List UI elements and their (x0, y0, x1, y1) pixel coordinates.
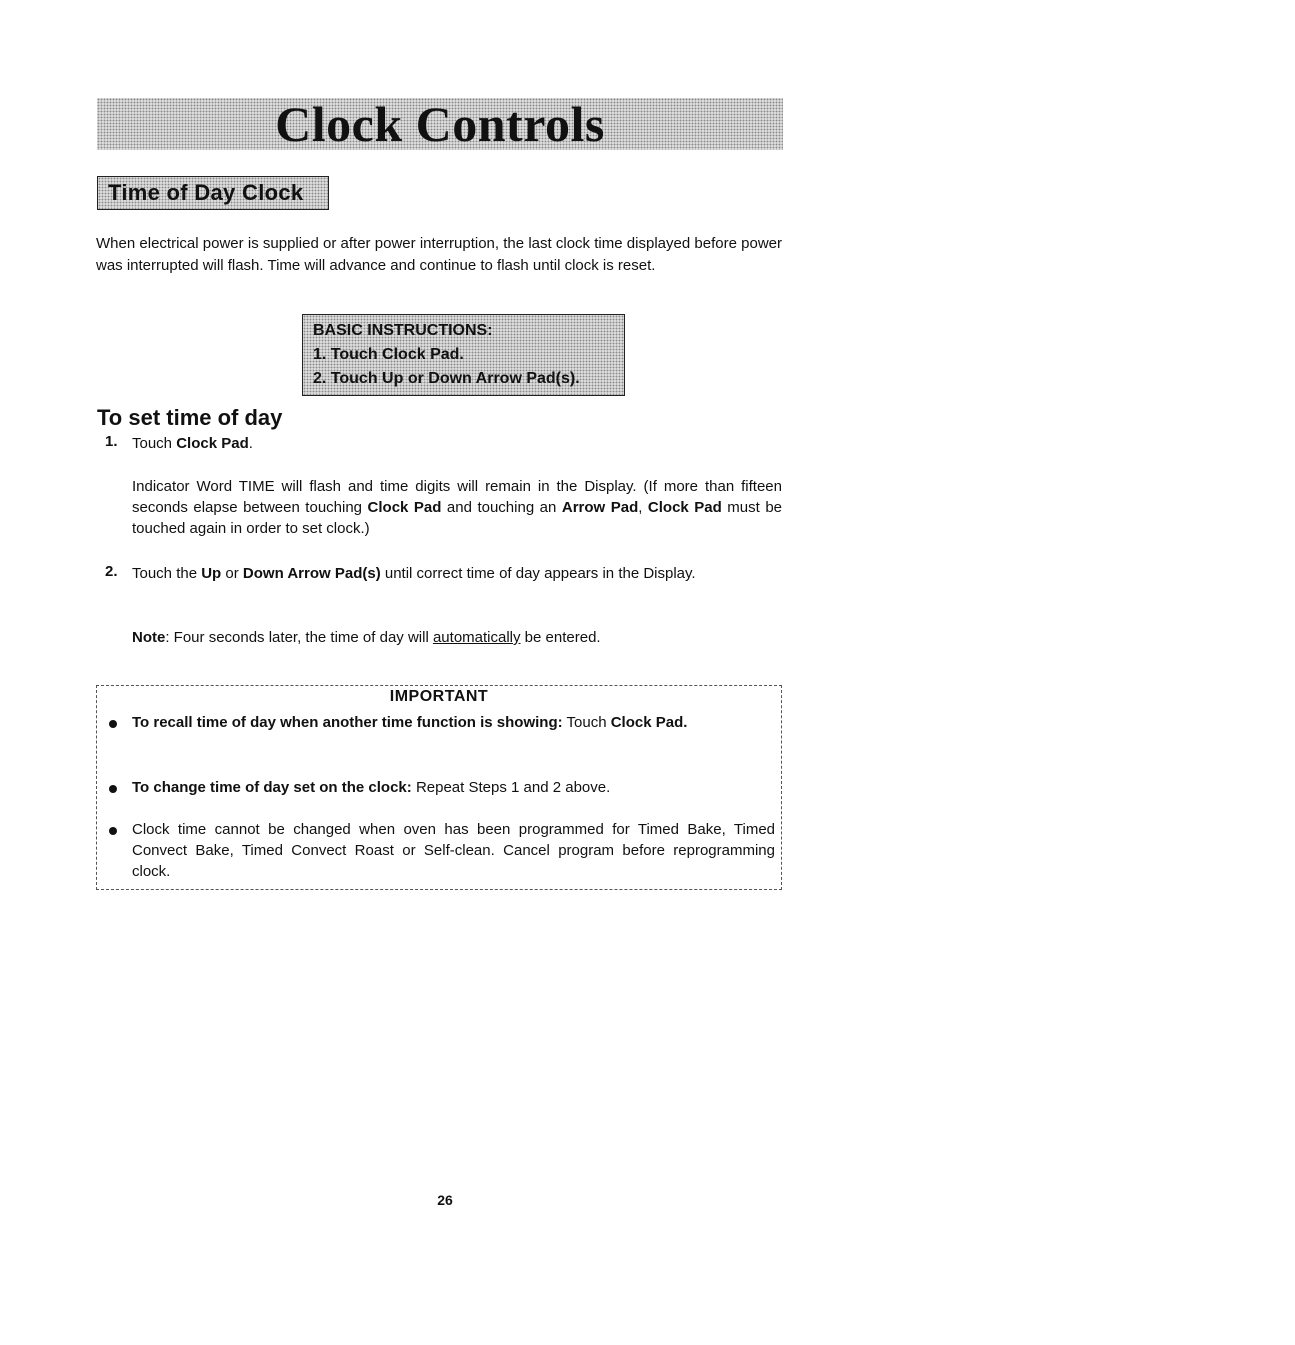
important-bullet-3: Clock time cannot be changed when oven has been programmed for Timed Bake, Timed Convect Bake, Timed Convect Roast or Self-clean. Cancel program before reprogramming clock. (132, 821, 775, 880)
step-1-number: 1. (105, 433, 118, 450)
page-title: Clock Controls (275, 96, 605, 152)
important-box (96, 685, 782, 890)
important-bullet-1-bold: To recall time of day when another time function is showing: (132, 714, 563, 731)
intro-paragraph: When electrical power is supplied or after power interruption, the last clock time displayed before power was interrupted will flash. Time will advance and continue to flash until clock is reset. (96, 235, 782, 274)
step-1-detail-b1: Clock Pad (367, 499, 442, 516)
step-1-pre: Touch (132, 435, 177, 452)
section-title: Time of Day Clock (108, 180, 304, 205)
step-2-t3: until correct time of day appears in the Display. (380, 565, 696, 582)
step-1-detail-t2: and touching an (441, 499, 562, 516)
note-label: Note (132, 629, 166, 646)
bullet-icon (109, 720, 117, 728)
basic-instruction-2 (313, 367, 614, 391)
basic-instruction-2-down: Down Arrow Pad(s). (428, 370, 580, 387)
important-bullet-2 (132, 777, 775, 798)
basic-instruction-2-up: Up (382, 370, 404, 387)
important-bullet-2-bold: To change time of day set on the clock: (132, 779, 412, 796)
step-1-detail-t4: must be touched again in order to set clock.) (132, 499, 783, 537)
basic-instructions-heading: BASIC INSTRUCTIONS: (313, 322, 493, 339)
note-t1: : Four seconds later, the time of day will (165, 629, 433, 646)
basic-instruction-2-mid: or (403, 370, 429, 387)
basic-instructions-box (302, 314, 625, 396)
step-1-detail-t1: Indicator Word TIME will flash and time digits will remain in the Display. (If more than fifteen seconds elapse between touching (132, 478, 782, 516)
important-bullet-1-text: Touch (562, 714, 611, 731)
note (132, 627, 782, 648)
step-2-text (132, 563, 782, 584)
important-bullet-1 (132, 712, 775, 733)
step-1-detail-b2: Arrow Pad (561, 499, 639, 516)
step-2-b2: Down Arrow Pad(s) (242, 565, 381, 582)
step-2-number: 2. (105, 563, 118, 580)
basic-instruction-1-bold: Clock Pad. (382, 346, 464, 363)
page-number: 26 (437, 1192, 453, 1208)
step-1-bold: Clock Pad (176, 435, 249, 452)
note-underline: automatically (432, 629, 521, 646)
important-title: IMPORTANT (389, 688, 489, 705)
title-banner (97, 98, 783, 150)
important-bullet-1-bold2: Clock Pad (610, 714, 684, 731)
step-1-post: . (248, 435, 253, 452)
step-1-detail-t3: , (638, 499, 648, 516)
note-t2: be entered. (520, 629, 601, 646)
basic-instruction-1-prefix: 1. Touch (313, 346, 383, 363)
basic-instruction-2-prefix: 2. Touch (313, 370, 383, 387)
step-2-t1: Touch the (132, 565, 202, 582)
step-2-t2: or (221, 565, 243, 582)
bullet-icon (109, 785, 117, 793)
step-1-text (132, 433, 782, 454)
section-heading-box (97, 176, 329, 210)
important-bullet-2-text: Repeat Steps 1 and 2 above. (411, 779, 611, 796)
howto-heading: To set time of day (97, 405, 283, 430)
step-1-detail (132, 476, 782, 539)
important-bullet-1-end: . (683, 714, 688, 731)
bullet-icon (109, 827, 117, 835)
step-2-b1: Up (201, 565, 222, 582)
basic-instruction-1 (313, 343, 614, 367)
step-1-detail-b3: Clock Pad (647, 499, 722, 516)
